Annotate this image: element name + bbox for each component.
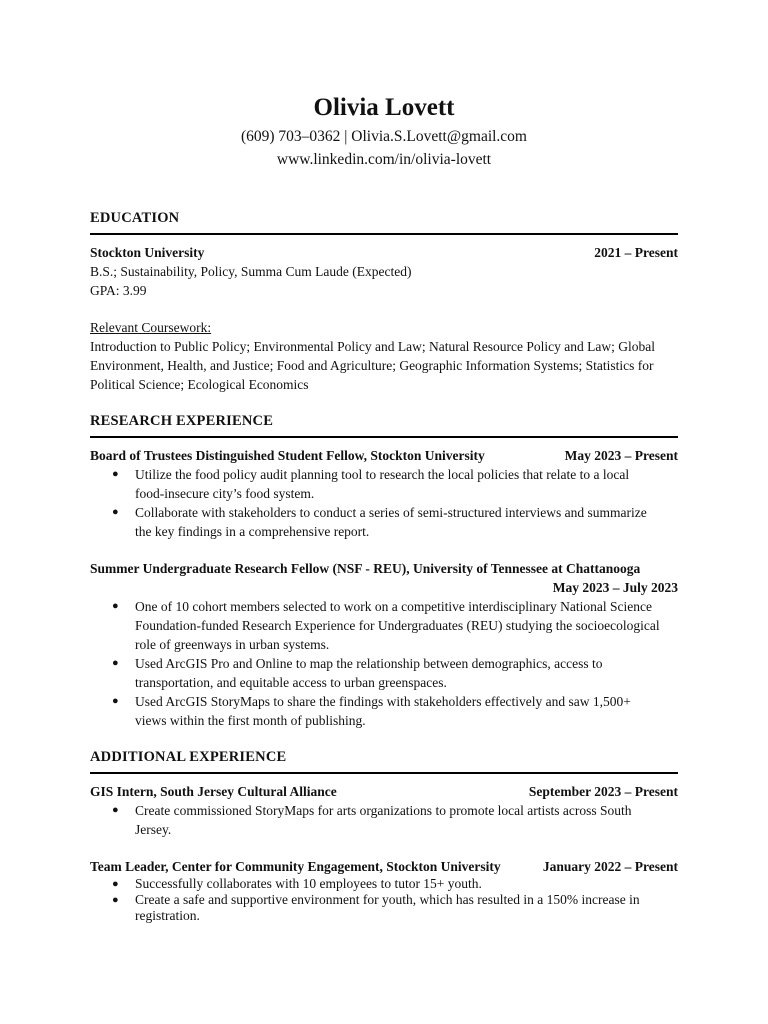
additional-section	[90, 749, 678, 924]
list-item: ● Successfully collaborates with 10 employees to tutor 15+ youth.	[112, 876, 482, 891]
contact-line: (609) 703–0362 | Olivia.S.Lovett@gmail.com	[240, 128, 527, 145]
degree: B.S.; Sustainability, Policy, Summa Cum Laude (Expected)	[90, 264, 412, 279]
job-dates: May 2023 – July 2023	[552, 580, 678, 595]
job-role: GIS Intern, South Jersey Cultural Alliance	[90, 784, 337, 799]
coursework-line: Political Science; Ecological Economics	[90, 377, 309, 392]
gpa: GPA: 3.99	[90, 283, 147, 298]
research-job1-bullets	[90, 465, 678, 541]
bullet-icon: ●	[112, 468, 119, 480]
list-item: ● Utilize the food policy audit planning tool to research the local policies that relate to a local food-insecure city’s food system.	[112, 467, 630, 501]
bullet-icon: ●	[112, 657, 119, 669]
bullet-icon: ●	[112, 878, 119, 890]
research-job2-bullets	[90, 597, 678, 730]
list-item: ● Collaborate with stakeholders to conduct a series of semi-structured interviews and summarize the key findings in a comprehensive report.	[112, 505, 647, 539]
education-header-row	[90, 243, 678, 262]
linkedin-url: www.linkedin.com/in/olivia-lovett	[276, 151, 492, 168]
education-section	[90, 210, 678, 394]
list-item: ● Create commissioned StoryMaps for arts organizations to promote local artists across South Jersey.	[112, 803, 632, 837]
list-item: ● Create a safe and supportive environment for youth, which has resulted in a 150% increase in registration.	[112, 892, 640, 923]
list-item: ● One of 10 cohort members selected to work on a competitive interdisciplinary National Science Foundation-funded Research Experience for Undergraduates (REU) studying the socioecological role of greenways in urban systems.	[112, 599, 660, 652]
additional-job1-header	[90, 782, 678, 801]
list-item: ● Used ArcGIS Pro and Online to map the relationship between demographics, access to transportation, and equitable access to urban greenspaces.	[112, 656, 603, 690]
additional-job2-header	[90, 857, 678, 876]
job-dates: January 2022 – Present	[542, 859, 678, 874]
education-dates: 2021 – Present	[594, 245, 678, 260]
job-dates: September 2023 – Present	[528, 784, 678, 799]
candidate-name: Olivia Lovett	[313, 94, 455, 121]
bullet-icon: ●	[112, 695, 119, 707]
job-role: Team Leader, Center for Community Engagement, Stockton University	[90, 859, 501, 874]
list-item: ● Used ArcGIS StoryMaps to share the findings with stakeholders effectively and saw 1,500+ views within the first month of publishing.	[112, 694, 631, 728]
bullet-icon: ●	[112, 804, 119, 816]
job-dates: May 2023 – Present	[564, 448, 678, 463]
coursework-label: Relevant Coursework:	[90, 320, 212, 335]
coursework-line: Environment, Health, and Justice; Food and Agriculture; Geographic Information Systems; Statistics for	[90, 358, 654, 373]
job-role: Board of Trustees Distinguished Student Fellow, Stockton University	[90, 448, 485, 463]
coursework-line: Introduction to Public Policy; Environmental Policy and Law; Natural Resource Policy and Law; Global	[90, 339, 656, 354]
school-name: Stockton University	[90, 245, 205, 260]
bullet-icon: ●	[112, 506, 119, 518]
additional-job2-bullets	[90, 876, 678, 924]
additional-job1-bullets	[90, 801, 678, 839]
bullet-icon: ●	[112, 894, 119, 906]
section-title-research: RESEARCH EXPERIENCE	[90, 413, 678, 438]
job-role: Summer Undergraduate Research Fellow (NSF - REU), University of Tennessee at Chattanooga	[90, 561, 641, 576]
research-job1-header	[90, 446, 678, 465]
research-job2-header	[90, 559, 678, 578]
bullet-icon: ●	[112, 600, 119, 612]
section-title-education: EDUCATION	[90, 210, 678, 235]
research-section	[90, 413, 678, 730]
section-title-additional: ADDITIONAL EXPERIENCE	[90, 749, 678, 774]
